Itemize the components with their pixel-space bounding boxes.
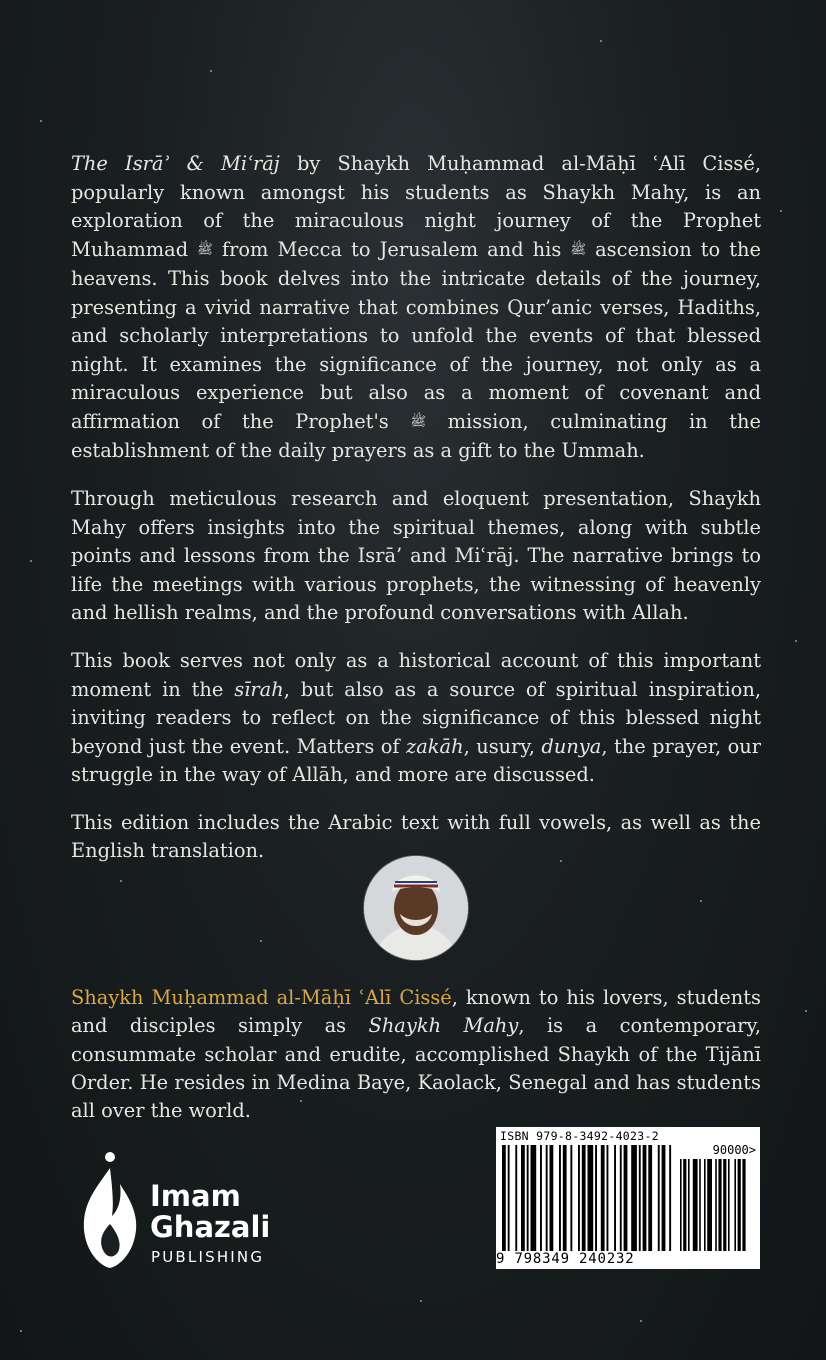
publisher-name-line3: PUBLISHING [151, 1248, 265, 1266]
title-miraj: Miʿrāj [220, 152, 280, 175]
publisher-name-line1: Imam [150, 1179, 241, 1213]
flame-logo-icon [80, 1150, 140, 1270]
blurb-paragraph-4: This edition includes the Arabic text with full vowels, as well as the English translation. [71, 810, 761, 863]
bio-text-1: , known to his lovers, students and disciples simply as [71, 986, 761, 1038]
title-amp: & [169, 152, 221, 175]
blurb-p3-text-1: This book serves not only as a historical account of this important moment in the [71, 648, 761, 701]
blurb-p1-text-2: from Mecca to Jerusalem and his [212, 237, 571, 261]
blurb-paragraph-1 [71, 150, 761, 466]
term-zakah: zakāh [406, 734, 464, 758]
back-cover-blurb [71, 150, 761, 885]
blurb-p1-text-1: by Shaykh Muḥammad al-Māḥī ʿAlī Cissé, popularly known amongst his students as Shaykh Mahy, is an exploration of the miraculous night journey of the Prophet Muhammad [71, 152, 762, 261]
bio-text-2: , is a contemporary, consummate scholar and erudite, accomplished Shaykh of the Tijānī Order. He resides in Medina Baye, Kaolack, Senegal and has students all over the world. [71, 1014, 761, 1123]
salutation-glyph: ﷺ [570, 242, 587, 258]
blurb-paragraph-2: Through meticulous research and eloquent presentation, Shaykh Mahy offers insights into the spiritual themes, along with subtle points and lessons from the Isrā’ and Miʿrāj. The narrative brings to life the meetings with various prophets, the witnessing of heavenly and hellish realms, and the profound conversations with Allah. [71, 486, 761, 625]
blurb-p3-text-4: , the prayer, our struggle in the way of Allāh, and more are discussed. [71, 734, 762, 787]
isbn-barcode [496, 1127, 760, 1269]
barcode-digits: 9 798349 240232 [496, 1251, 635, 1267]
price-code: 90000> [712, 1143, 756, 1157]
author-name: Shaykh Muḥammad al-Māḥī ʿAlī Cissé [71, 986, 452, 1009]
blurb-p1-text-4: mission, culminating in the establishment of the daily prayers as a gift to the Ummah. [71, 410, 761, 463]
blurb-p1-text-3: ascension to the heavens. This book delves into the intricate details of the journey, presenting a vivid narrative that combines Qur’anic verses, Hadiths, and scholarly interpretations to unfold the events of that blessed night. It examines the significance of the journey, not only as a miraculous experience but also as a moment of covenant and affirmation of the Prophet's [71, 237, 761, 434]
barcode-bars [500, 1145, 756, 1251]
publisher-name-line2: Ghazali [150, 1210, 271, 1244]
author-portrait-icon [364, 856, 468, 960]
term-sirah: sīrah [234, 677, 284, 701]
author-bio [71, 984, 761, 1125]
author-alias: Shaykh Mahy [368, 1014, 519, 1038]
blurb-p3-text-3: , usury, [463, 734, 542, 758]
blurb-paragraph-3 [71, 647, 761, 790]
term-dunya: dunya [541, 734, 602, 758]
isbn-label: ISBN 979-8-3492-4023-2 [500, 1129, 659, 1143]
salutation-glyph: ﷺ [197, 242, 213, 258]
blurb-p3-text-2: , but also as a source of spiritual inspiration, inviting readers to reflect on the significance of this blessed night beyond just the event. Matters of [71, 677, 761, 758]
salutation-glyph: ﷺ [410, 414, 427, 430]
author-photo [364, 856, 468, 960]
publisher-logo [80, 1150, 290, 1270]
title-isra: The Isrāʾ [71, 152, 170, 175]
